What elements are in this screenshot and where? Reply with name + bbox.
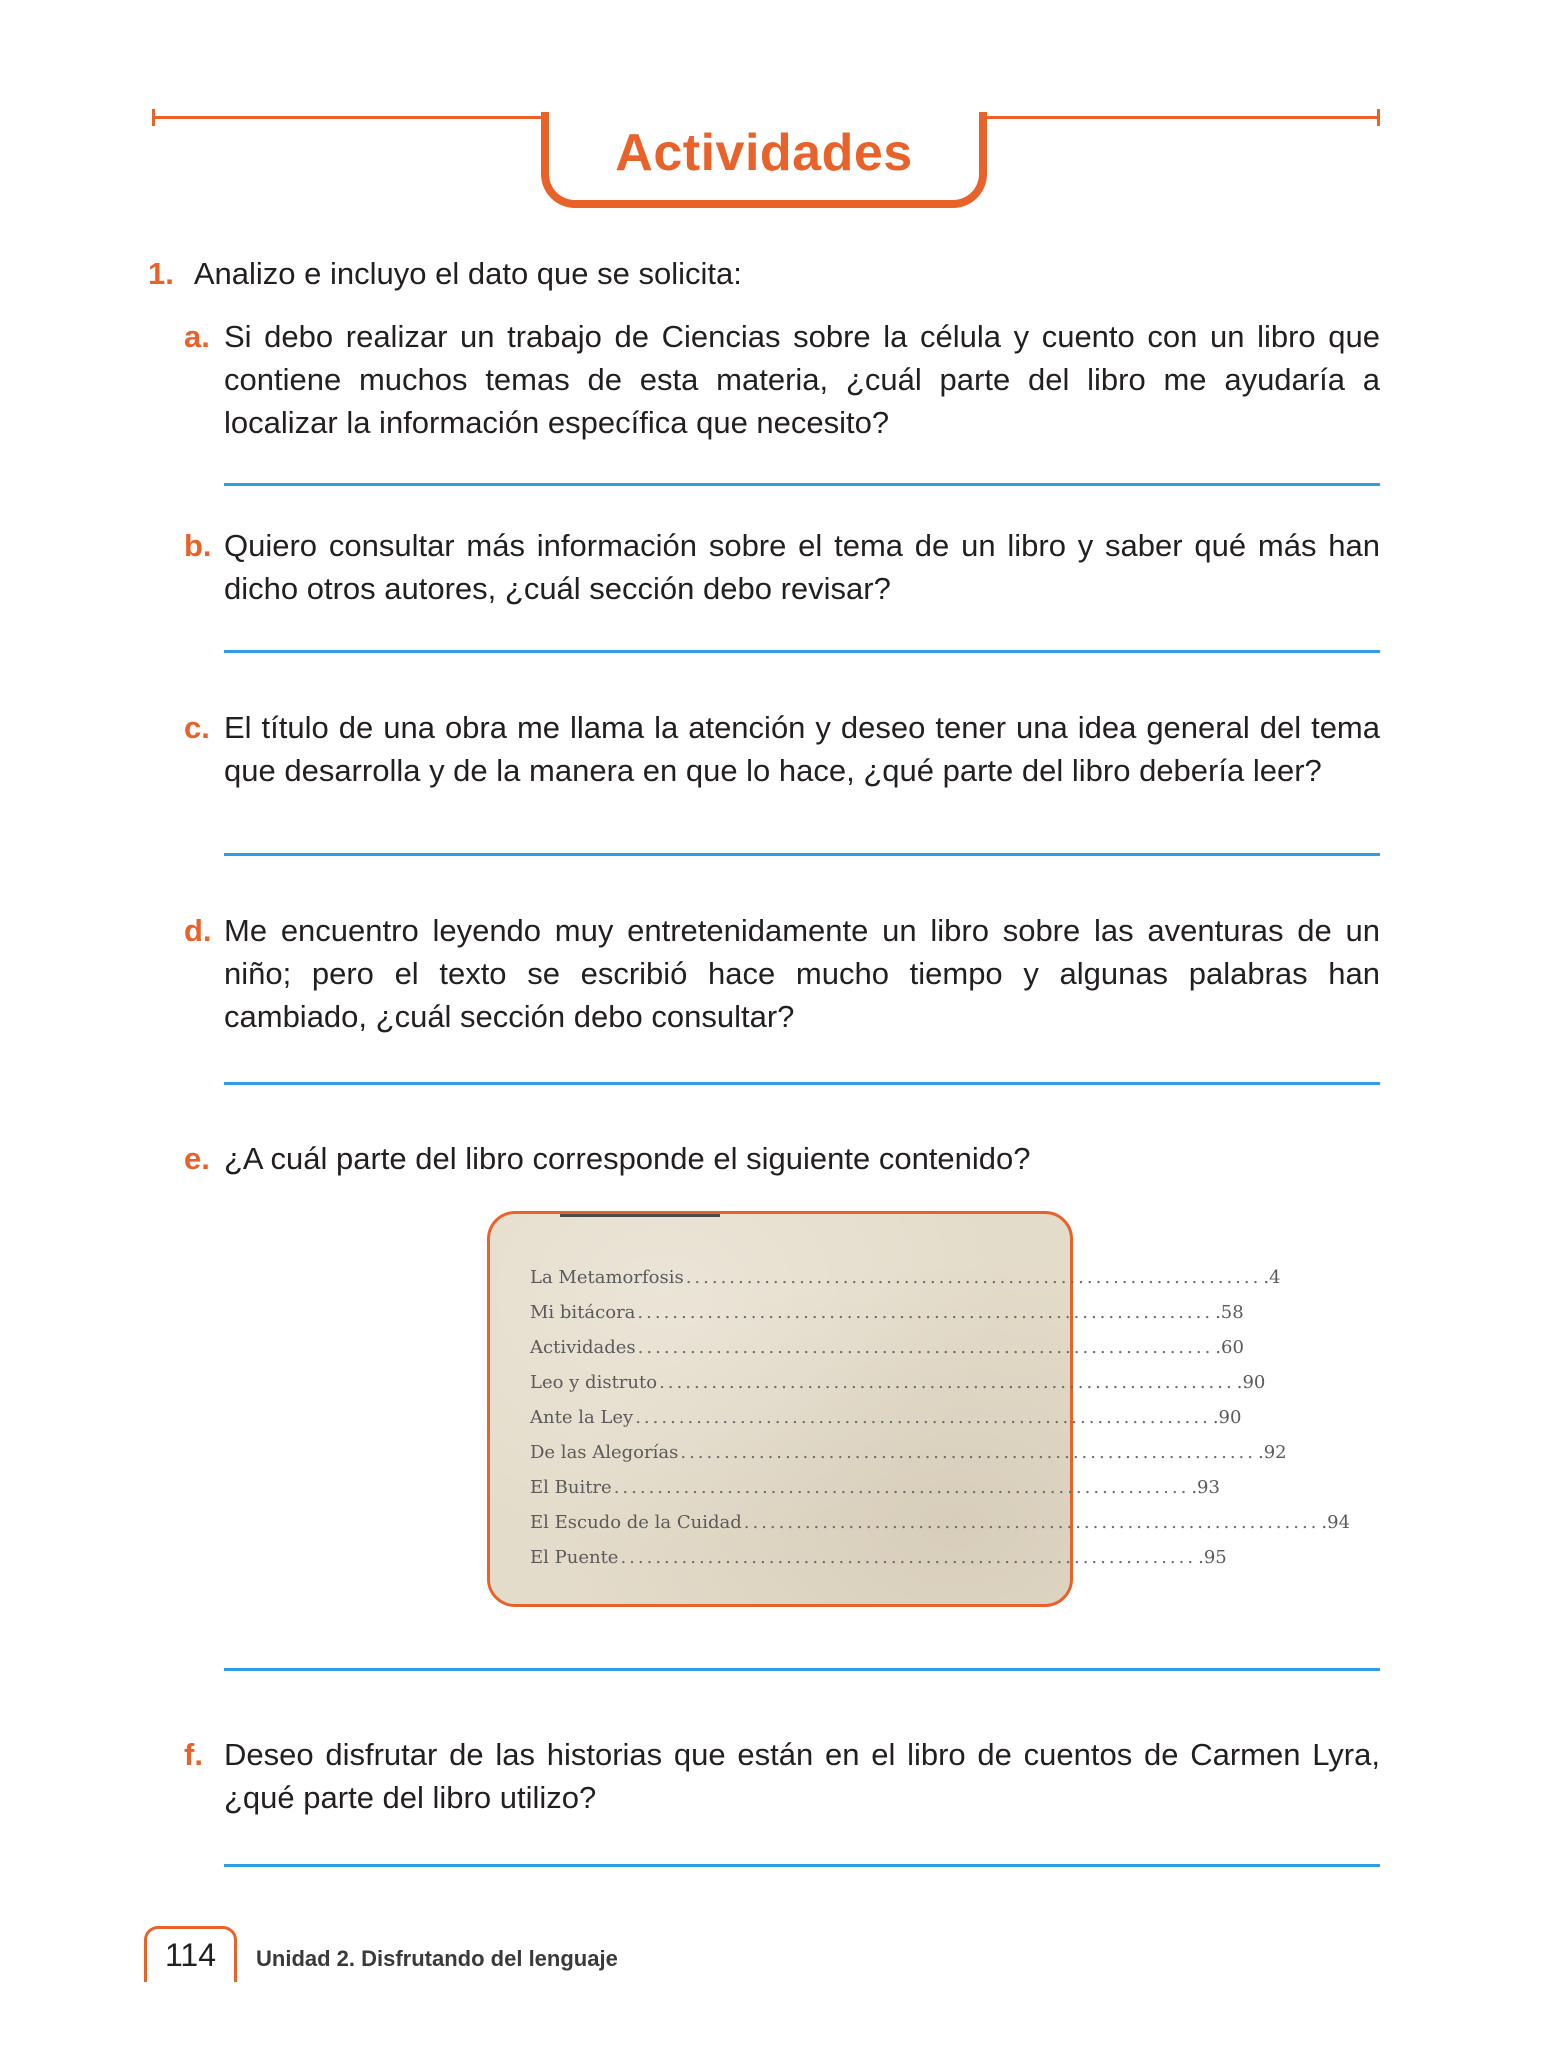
toc-leader: .................................................................. bbox=[743, 1512, 1320, 1533]
toc-page: .92 bbox=[1258, 1442, 1287, 1463]
item-letter: d. bbox=[184, 913, 212, 948]
unit-label: Unidad 2. Disfrutando del lenguaje bbox=[256, 1946, 618, 1971]
toc-leader: .................................................................. bbox=[659, 1372, 1235, 1393]
top-rule-right-cap bbox=[1377, 109, 1380, 126]
table-of-contents-image bbox=[487, 1211, 1351, 1607]
toc-title: La Metamorfosis bbox=[530, 1267, 684, 1288]
item-letter: e. bbox=[184, 1141, 210, 1176]
toc-page: .93 bbox=[1191, 1477, 1220, 1498]
toc-row bbox=[530, 1547, 1227, 1582]
toc-title: Ante la Ley bbox=[530, 1407, 634, 1428]
toc-title: Actividades bbox=[530, 1337, 636, 1358]
item-letter: b. bbox=[184, 528, 212, 563]
toc-page: .95 bbox=[1198, 1547, 1227, 1568]
toc-leader: .................................................................. bbox=[613, 1477, 1190, 1498]
answer-line-e[interactable] bbox=[224, 1668, 1380, 1671]
item-b bbox=[184, 524, 1380, 610]
item-text: Quiero consultar más información sobre el tema de un libro y saber qué más han dicho otros autores, ¿cuál sección debo revisar? bbox=[224, 528, 1380, 606]
toc-row bbox=[530, 1372, 1266, 1407]
toc-page: .58 bbox=[1215, 1302, 1244, 1323]
question-prompt: Analizo e incluyo el dato que se solicita: bbox=[193, 256, 742, 291]
answer-line-a[interactable] bbox=[224, 483, 1380, 486]
toc-leader: .................................................................. bbox=[637, 1337, 1214, 1358]
toc-leader: .................................................................. bbox=[635, 1407, 1211, 1428]
answer-line-b[interactable] bbox=[224, 650, 1380, 653]
toc-page: .90 bbox=[1212, 1407, 1242, 1428]
answer-line-d[interactable] bbox=[224, 1082, 1380, 1085]
question-number: 1. bbox=[148, 256, 174, 291]
item-f bbox=[184, 1733, 1380, 1819]
item-e bbox=[184, 1137, 1380, 1180]
item-text: El título de una obra me llama la atención y deseo tener una idea general del tema que desarrolla y de la manera en que lo hace, ¿qué parte del libro debería leer? bbox=[224, 710, 1380, 788]
toc-page: .94 bbox=[1321, 1512, 1351, 1533]
toc-top-edge bbox=[560, 1214, 720, 1217]
toc-row bbox=[530, 1302, 1244, 1337]
toc-page: .90 bbox=[1236, 1372, 1266, 1393]
toc-list bbox=[530, 1267, 1351, 1582]
item-d bbox=[184, 909, 1380, 1038]
toc-row bbox=[530, 1267, 1281, 1302]
page-title: Actividades bbox=[615, 124, 913, 182]
item-text: ¿A cuál parte del libro corresponde el siguiente contenido? bbox=[224, 1141, 1031, 1176]
item-text: Deseo disfrutar de las historias que están en el libro de cuentos de Carmen Lyra, ¿qué parte del libro utilizo? bbox=[224, 1737, 1380, 1815]
item-letter: c. bbox=[184, 710, 210, 745]
item-a bbox=[184, 315, 1380, 444]
page-number-tab bbox=[144, 1926, 237, 1982]
toc-page: .60 bbox=[1215, 1337, 1244, 1358]
toc-title: El Buitre bbox=[530, 1477, 612, 1498]
title-tab bbox=[541, 112, 987, 208]
toc-row bbox=[530, 1407, 1242, 1442]
answer-line-c[interactable] bbox=[224, 853, 1380, 856]
item-letter: f. bbox=[184, 1737, 203, 1772]
toc-row bbox=[530, 1337, 1244, 1372]
toc-title: Mi bitácora bbox=[530, 1302, 636, 1323]
toc-title: De las Alegorías bbox=[530, 1442, 679, 1463]
toc-leader: .................................................................. bbox=[620, 1547, 1197, 1568]
toc-title: El Escudo de la Cuidad bbox=[530, 1512, 742, 1533]
toc-title: El Puente bbox=[530, 1547, 619, 1568]
item-c bbox=[184, 706, 1380, 792]
item-text: Si debo realizar un trabajo de Ciencias sobre la célula y cuento con un libro que contiene muchos temas de esta materia, ¿cuál parte del libro me ayudaría a localizar la información específica que necesito? bbox=[224, 319, 1380, 440]
toc-row bbox=[530, 1442, 1287, 1477]
toc-row bbox=[530, 1512, 1351, 1547]
toc-leader: .................................................................. bbox=[685, 1267, 1262, 1288]
question-heading bbox=[148, 256, 742, 292]
top-rule-left-cap bbox=[152, 109, 155, 126]
toc-row bbox=[530, 1477, 1220, 1512]
page-number: 114 bbox=[164, 1937, 216, 1973]
item-text: Me encuentro leyendo muy entretenidamente un libro sobre las aventuras de un niño; pero el texto se escribió hace mucho tiempo y algunas palabras han cambiado, ¿cuál sección debo consultar? bbox=[224, 913, 1380, 1034]
answer-line-f[interactable] bbox=[224, 1864, 1380, 1867]
item-letter: a. bbox=[184, 319, 210, 354]
toc-page: .4 bbox=[1263, 1267, 1281, 1288]
toc-leader: .................................................................. bbox=[637, 1302, 1214, 1323]
toc-title: Leo y distruto bbox=[530, 1372, 658, 1393]
toc-leader: .................................................................. bbox=[680, 1442, 1256, 1463]
